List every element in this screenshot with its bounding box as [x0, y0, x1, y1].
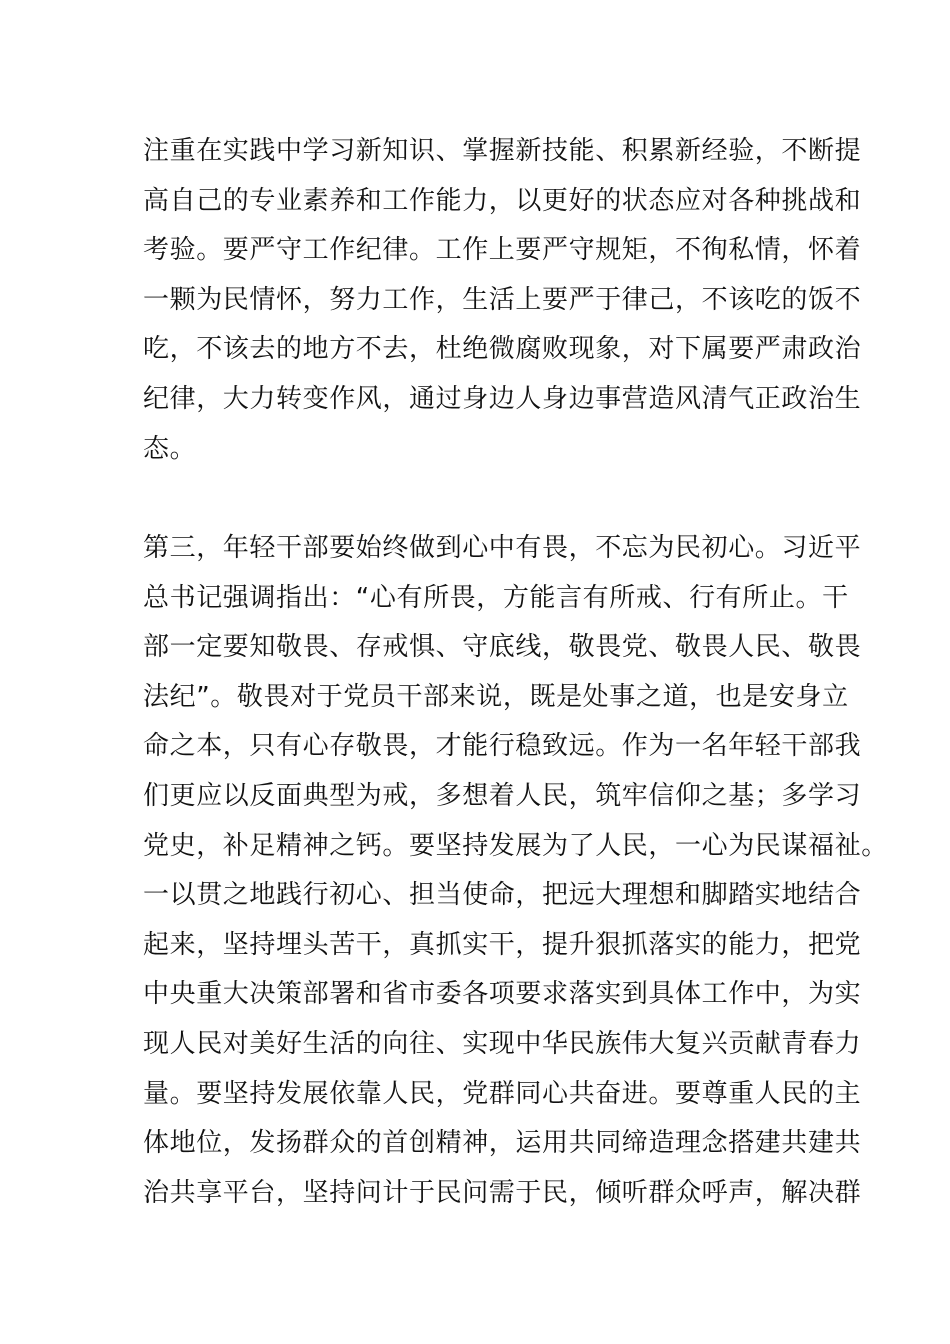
paragraph-third-point — [143, 524, 888, 1218]
text-line: 法纪”。敬畏对于党员干部来说，既是处事之道，也是安身立 — [143, 681, 849, 712]
text-line: 态。 — [143, 433, 197, 464]
text-line: 总书记强调指出：“心有所畏，方能言有所戒、行有所止。干 — [143, 582, 849, 613]
text-line: 一以贯之地践行初心、担当使命，把远大理想和脚踏实地结合 — [143, 880, 862, 911]
text-line: 注重在实践中学习新知识、掌握新技能、积累新经验，不断提 — [143, 136, 862, 166]
paragraph-continuation — [143, 127, 862, 474]
text-line: 高自己的专业素养和工作能力，以更好的状态应对各种挑战和 — [143, 185, 862, 216]
text-line: 治共享平台，坚持问计于民问需于民，倾听群众呼声，解决群 — [143, 1177, 862, 1208]
text-line: 现人民对美好生活的向往、实现中华民族伟大复兴贡献青春力 — [143, 1028, 862, 1059]
text-line: 起来，坚持埋头苦干，真抓实干，提升狠抓落实的能力，把党 — [143, 929, 862, 960]
text-line: 一颗为民情怀，努力工作，生活上要严于律己，不该吃的饭不 — [143, 284, 862, 315]
text-line: 第三，年轻干部要始终做到心中有畏，不忘为民初心。习近平 — [143, 533, 862, 563]
text-line: 纪律，大力转变作风，通过身边人身边事营造风清气正政治生 — [143, 383, 862, 414]
text-line: 吃，不该去的地方不去，杜绝微腐败现象，对下属要严肃政治 — [143, 334, 862, 365]
text-line: 量。要坚持发展依靠人民，党群同心共奋进。要尊重人民的主 — [143, 1078, 862, 1109]
text-line: 们更应以反面典型为戒，多想着人民，筑牢信仰之基；多学习 — [143, 780, 862, 811]
text-line: 命之本，只有心存敬畏，才能行稳致远。作为一名年轻干部我 — [143, 731, 862, 762]
text-line: 体地位，发扬群众的首创精神，运用共同缔造理念搭建共建共 — [143, 1128, 862, 1159]
text-line: 部一定要知敬畏、存戒惧、守底线，敬畏党、敬畏人民、敬畏 — [143, 632, 862, 663]
text-line: 考验。要严守工作纪律。工作上要严守规矩，不徇私情，怀着 — [143, 235, 862, 266]
text-line: 党史，补足精神之钙。要坚持发展为了人民，一心为民谋福祉。 — [143, 830, 888, 861]
text-line: 中央重大决策部署和省市委各项要求落实到具体工作中，为实 — [143, 979, 862, 1010]
